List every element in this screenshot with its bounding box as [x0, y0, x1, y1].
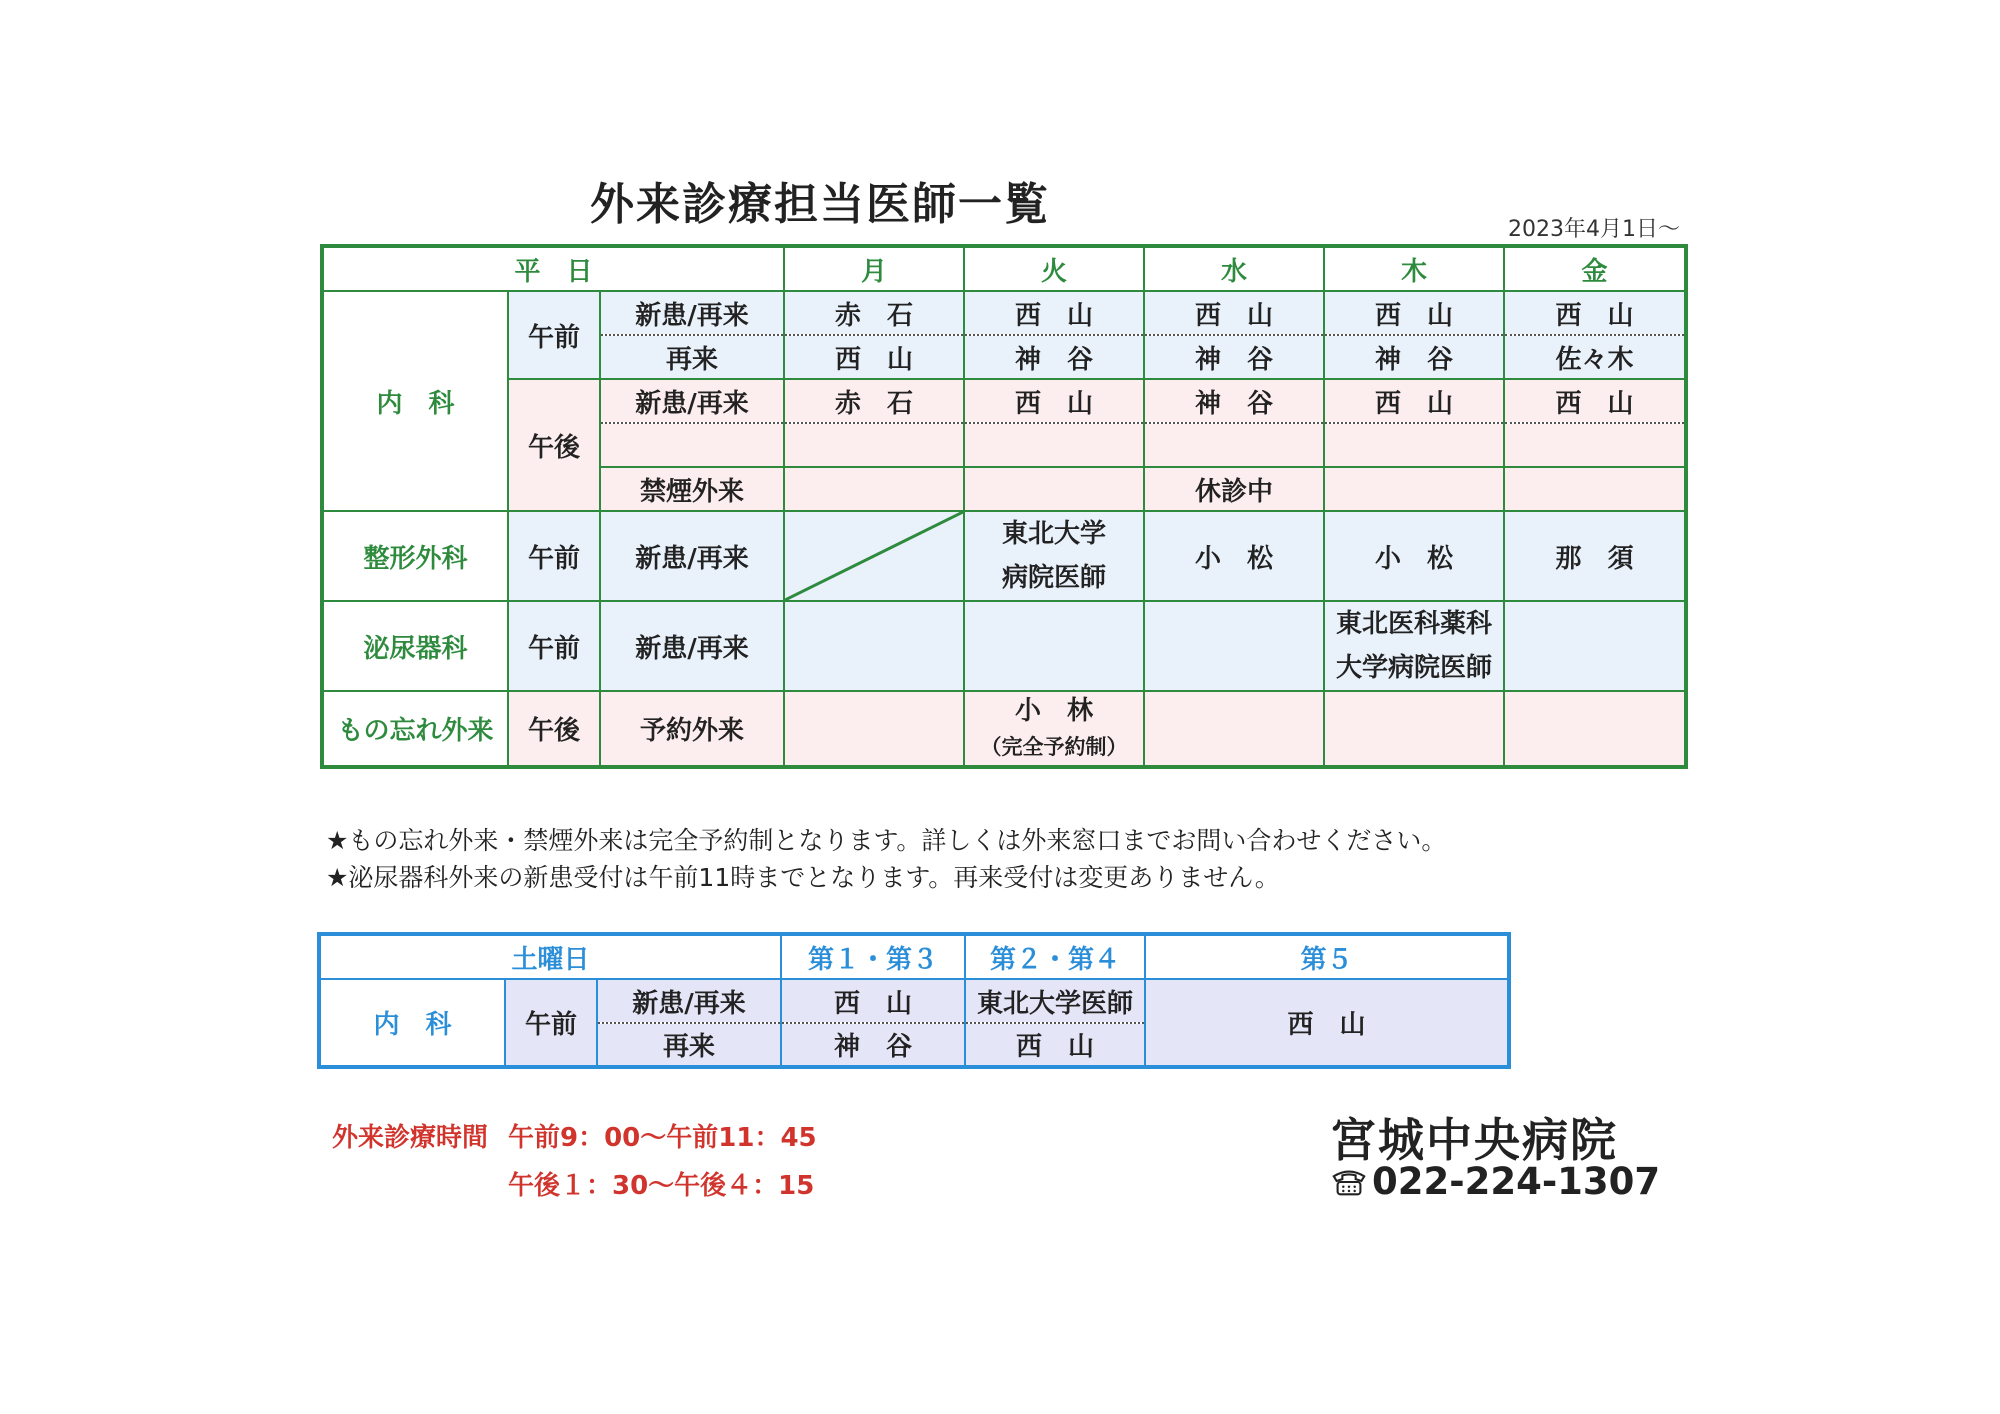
effective-date: 2023年4月1日～ [1508, 217, 1680, 242]
doctor-cell: 那 須 [1504, 511, 1686, 601]
doctor-cell: 小 松 [1324, 511, 1504, 601]
hours-label: 外来診療時間 [332, 1123, 489, 1153]
doctor-cell [1324, 691, 1504, 767]
doctor-cell: 西 山 [1324, 379, 1504, 423]
doctor-cell [1324, 423, 1504, 467]
note-line: ★もの忘れ外来・禁煙外来は完全予約制となります。詳しくは外来窓口までお問い合わせください。 [326, 826, 1447, 855]
day-thu: 木 [1324, 246, 1504, 291]
doctor-cell: 西 山 [1324, 291, 1504, 335]
phone-number: 022-224-1307 [1372, 1160, 1661, 1203]
doctor-cell: 西 山 [964, 291, 1144, 335]
doctor-cell [1504, 467, 1686, 511]
saturday-row1 [319, 979, 1509, 1023]
visit-type: 新患/再来 [600, 601, 784, 691]
dept-naika: 内 科 [322, 291, 508, 511]
period-am: 午前 [505, 979, 597, 1067]
visit-type: 再来 [597, 1023, 781, 1067]
weekday-header-row [322, 246, 1686, 291]
period-am: 午前 [508, 511, 600, 601]
doctor-cell: 神 谷 [964, 335, 1144, 379]
day-tue: 火 [964, 246, 1144, 291]
day-wed: 水 [1144, 246, 1324, 291]
hours-pm: 午後１：30～午後４：15 [508, 1171, 815, 1201]
weekday-schedule-table [320, 244, 1688, 769]
saturday-header-row [319, 934, 1509, 979]
doctor-cell [1504, 691, 1686, 767]
doctor-cell [1504, 601, 1686, 691]
doctor-cell [784, 601, 964, 691]
doctor-cell [964, 511, 1144, 601]
note-line: ★泌尿器科外来の新患受付は午前11時までとなります。再来受付は変更ありません。 [326, 863, 1280, 892]
doctor-cell: 西 山 [1504, 379, 1686, 423]
seikei-row [322, 511, 1686, 601]
doctor-name: 小 林 [1015, 695, 1094, 726]
doctor-cell: 西 山 [1504, 291, 1686, 335]
notes [326, 822, 1446, 896]
doctor-cell [1144, 691, 1324, 767]
day-mon: 月 [784, 246, 964, 291]
visit-type: 新患/再来 [600, 511, 784, 601]
visit-type: 再来 [600, 335, 784, 379]
doctor-cell: 休診中 [1144, 467, 1324, 511]
doctor-cell: 神 谷 [781, 1023, 965, 1067]
visit-type [600, 423, 784, 467]
doctor-cell: 赤 石 [784, 291, 964, 335]
naika-pm-row1 [322, 379, 1686, 423]
doctor-cell [784, 691, 964, 767]
doctor-cell [964, 467, 1144, 511]
doctor-cell: 東北大学医師 [965, 979, 1145, 1023]
doctor-cell [964, 691, 1144, 767]
doctor-cell: 佐々木 [1504, 335, 1686, 379]
no-clinic-cell [784, 511, 964, 601]
doctor-cell: 神 谷 [1144, 379, 1324, 423]
week-2-4: 第２・第４ [965, 934, 1145, 979]
doctor-cell [1144, 601, 1324, 691]
doctor-cell: 神 谷 [1324, 335, 1504, 379]
doctor-cell: 西 山 [965, 1023, 1145, 1067]
period-pm: 午後 [508, 379, 600, 511]
dept-naika: 内 科 [319, 979, 505, 1067]
doctor-line: 大学病院医師 [1336, 653, 1493, 683]
visit-type: 予約外来 [600, 691, 784, 767]
doctor-cell [784, 467, 964, 511]
doctor-cell: 神 谷 [1144, 335, 1324, 379]
monowasure-row [322, 691, 1686, 767]
doctor-cell [964, 423, 1144, 467]
doctor-cell [964, 601, 1144, 691]
doctor-cell [1144, 423, 1324, 467]
diagonal-slash-icon [785, 512, 963, 600]
week-5: 第５ [1145, 934, 1509, 979]
doctor-cell: 西 山 [781, 979, 965, 1023]
hinyoki-row [322, 601, 1686, 691]
hospital-name: 宮城中央病院 [1330, 1113, 1618, 1167]
doctor-line: 東北大学 [1002, 519, 1107, 549]
dept-monowasure: もの忘れ外来 [322, 691, 508, 767]
visit-type: 禁煙外来 [600, 467, 784, 511]
doctor-cell [1504, 423, 1686, 467]
saturday-schedule-table [317, 932, 1511, 1069]
dept-hinyoki: 泌尿器科 [322, 601, 508, 691]
doctor-cell: 西 山 [784, 335, 964, 379]
doctor-cell: 小 松 [1144, 511, 1324, 601]
doctor-cell [1324, 601, 1504, 691]
doctor-line: 病院医師 [1002, 563, 1107, 593]
doctor-cell [1324, 467, 1504, 511]
visit-type: 新患/再来 [600, 291, 784, 335]
weekday-label: 平 日 [322, 246, 784, 291]
hours-am: 午前9：00～午前11：45 [508, 1123, 817, 1153]
hospital-phone [1330, 1160, 1660, 1203]
visit-type: 新患/再来 [597, 979, 781, 1023]
doctor-cell: 赤 石 [784, 379, 964, 423]
saturday-label: 土曜日 [319, 934, 781, 979]
visit-type: 新患/再来 [600, 379, 784, 423]
doctor-cell [784, 423, 964, 467]
period-am: 午前 [508, 291, 600, 379]
telephone-icon [1330, 1166, 1368, 1198]
doctor-cell: 西 山 [964, 379, 1144, 423]
consultation-hours [332, 1114, 817, 1210]
period-am: 午前 [508, 601, 600, 691]
reservation-note: （完全予約制） [980, 734, 1128, 759]
doctor-cell: 西 山 [1144, 291, 1324, 335]
period-pm: 午後 [508, 691, 600, 767]
week-1-3: 第１・第３ [781, 934, 965, 979]
dept-seikei: 整形外科 [322, 511, 508, 601]
doctor-cell: 西 山 [1145, 979, 1509, 1067]
doctor-line: 東北医科薬科 [1336, 609, 1493, 639]
naika-am-row1 [322, 291, 1686, 335]
page-title: 外来診療担当医師一覧 [590, 179, 1050, 230]
day-fri: 金 [1504, 246, 1686, 291]
